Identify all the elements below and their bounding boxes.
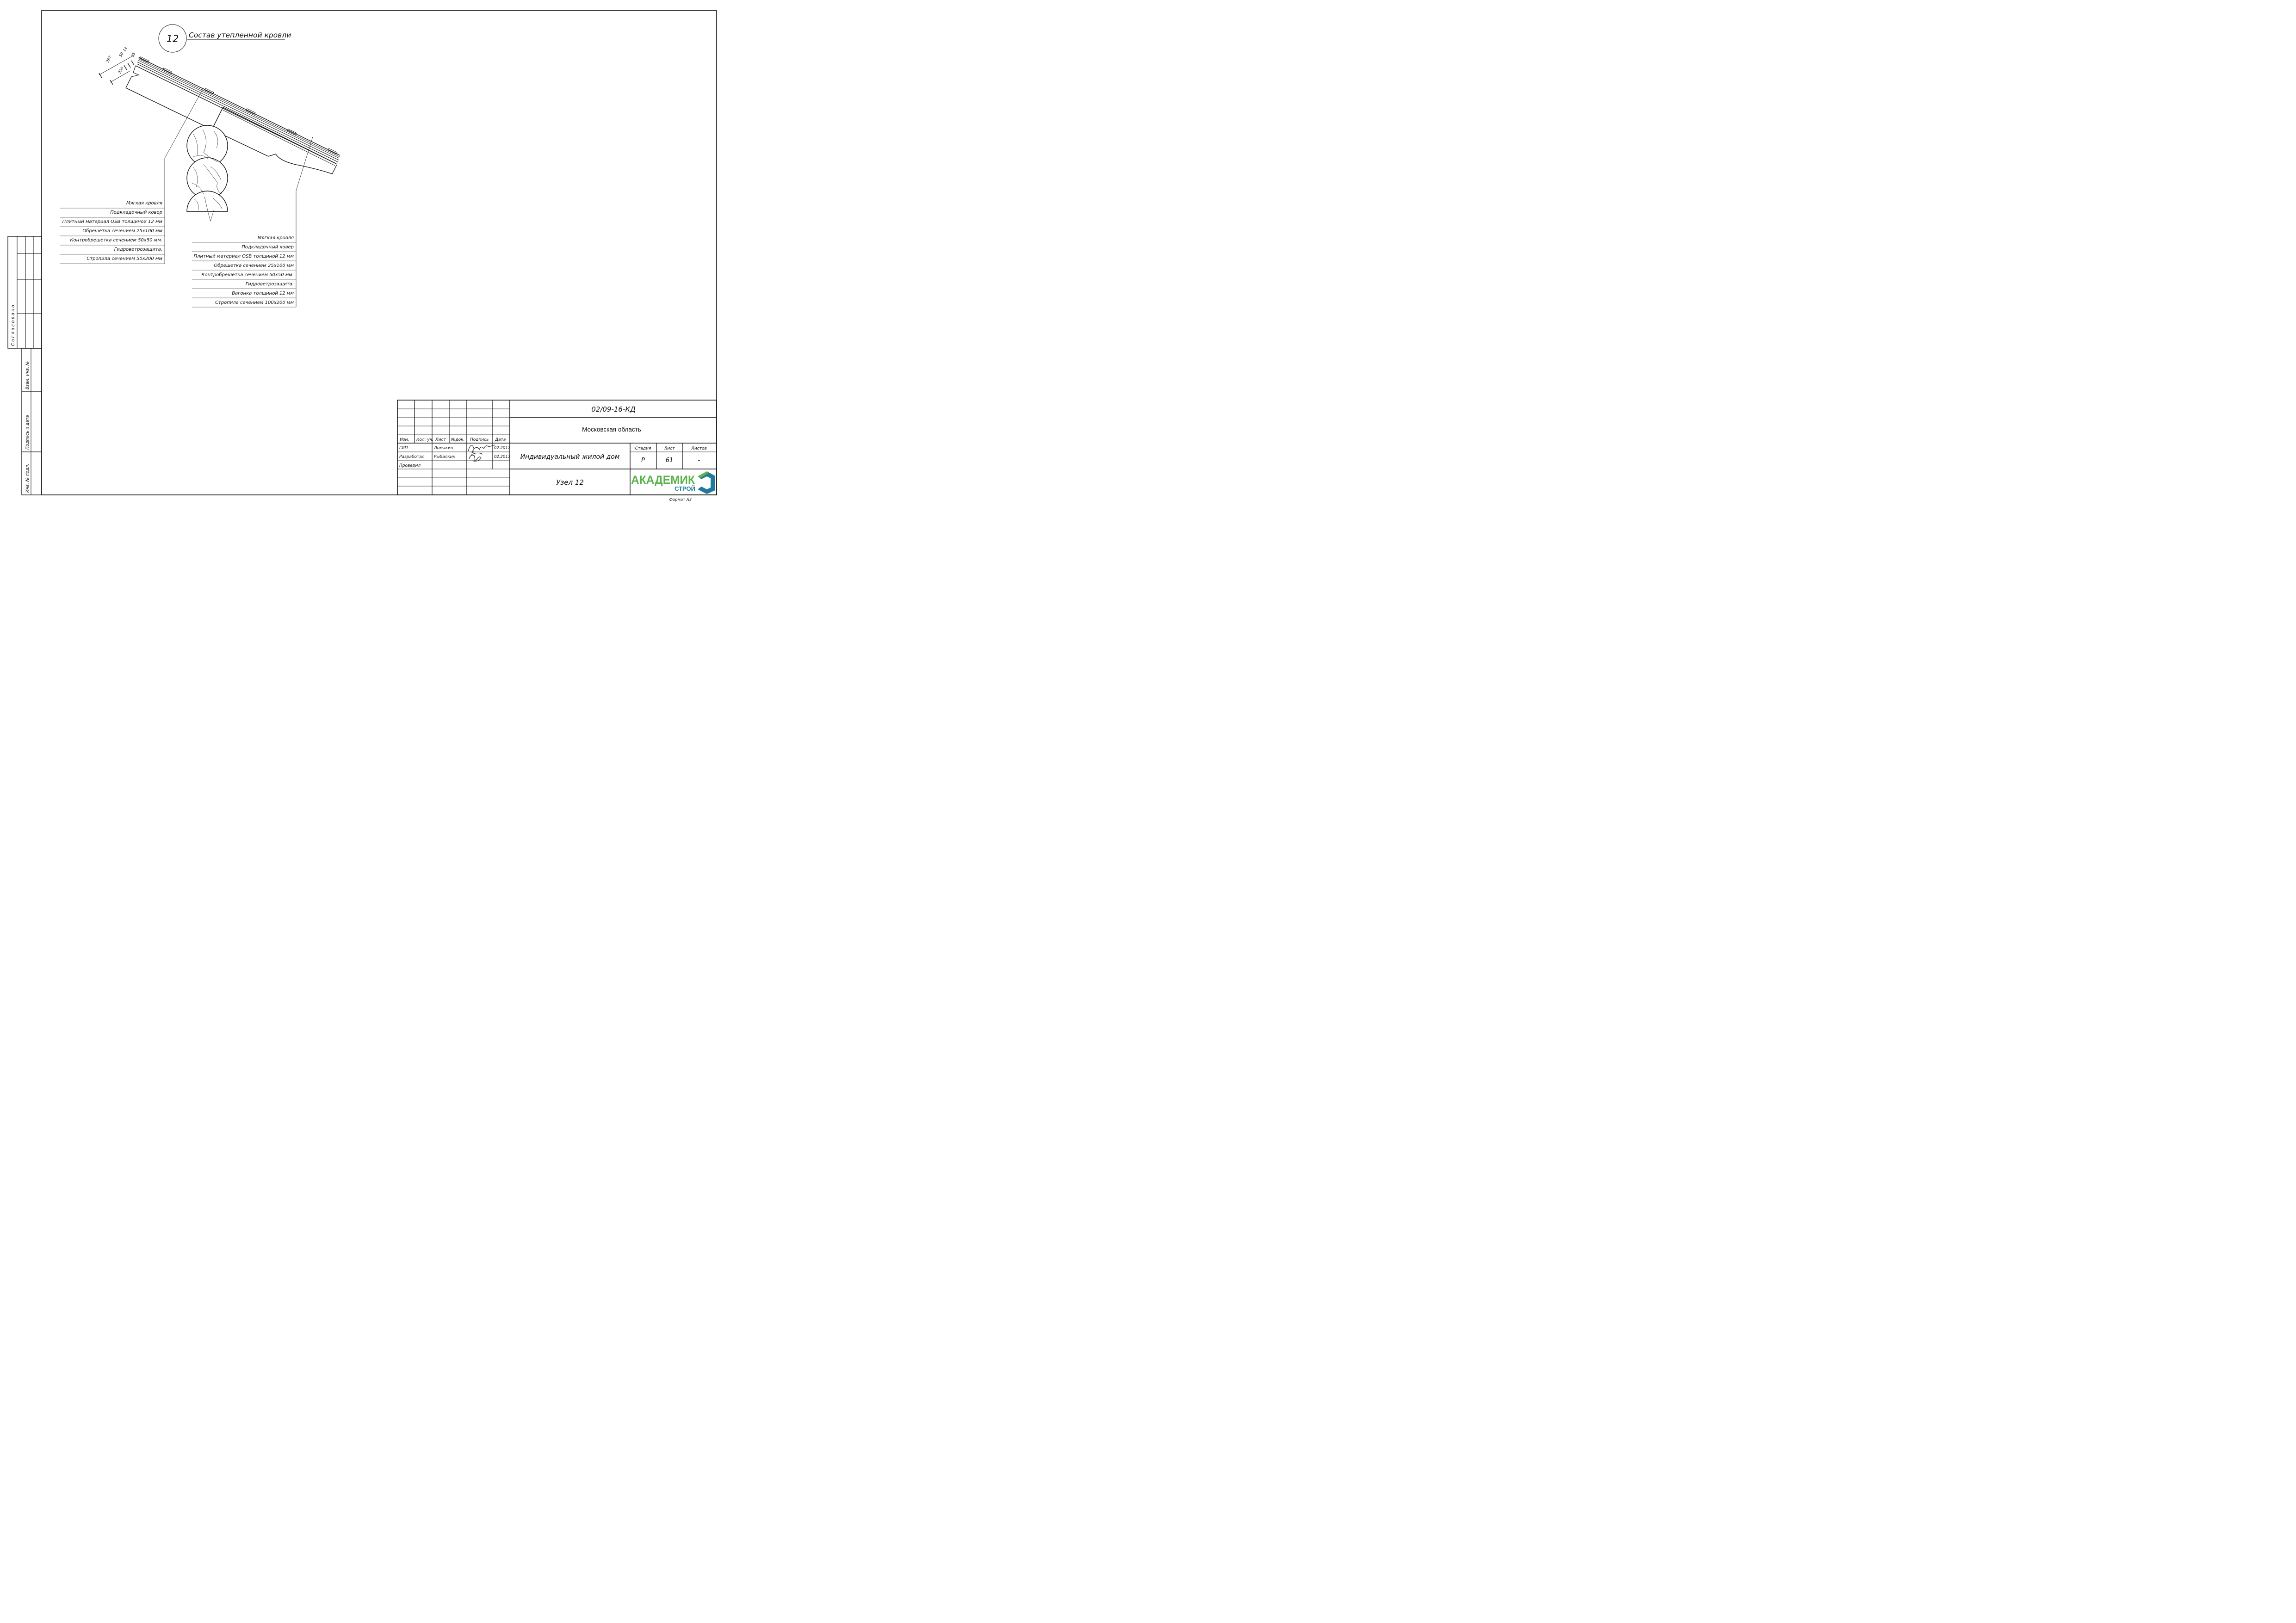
callout-right-item: Мягкая кровля: [257, 235, 294, 241]
format-label: Формат А3: [669, 498, 692, 502]
tb-role-checker: Проверил: [399, 463, 421, 468]
callout-left-item: Стропила сечением 50х200 мм: [87, 256, 162, 261]
callout-right-item: Гидроветрозащита.: [245, 282, 294, 287]
tb-name-developer: Рыбалкин: [434, 455, 456, 459]
sheets-value: -: [698, 457, 700, 464]
tb-header-kol: Кол. уч.: [416, 438, 433, 442]
signature-developer: [469, 453, 483, 461]
callout-left-item: Подкладочный ковер: [110, 210, 162, 215]
dim-12: 12: [122, 46, 128, 52]
callout-right-item: Вагонка толщиной 12 мм: [232, 291, 294, 296]
tb-header-stadia: Стадия: [635, 446, 651, 451]
tb-role-gip: ГИП: [399, 446, 408, 450]
sheet-value: 61: [665, 457, 674, 464]
callout-right-item: Обрешетка сечением 25х100 мм: [214, 263, 294, 268]
callout-right-item: Стропила сечением 100х200 мм: [215, 300, 294, 305]
dim-200: 200: [117, 66, 124, 74]
sheet-title: Узел 12: [556, 478, 584, 487]
side-stamp: [8, 236, 42, 495]
tb-date-developer: 02.2017: [494, 455, 511, 459]
tb-header-izm: Изм.: [400, 438, 410, 442]
dim-50: 50: [118, 51, 124, 58]
tb-header-list-num: Лист: [664, 446, 675, 451]
tb-date-gip: 02.2017: [494, 446, 511, 450]
agreed-label: Согласовано: [11, 303, 16, 346]
sign-date-label: Подпись и дата: [25, 415, 30, 450]
dim-287: 287: [105, 55, 112, 63]
callout-left-item: Плитный материал OSB толщиной 12 мм: [62, 219, 162, 224]
roof-section: [126, 57, 340, 307]
callout-left-item: Гидроветрозащита.: [114, 247, 162, 252]
dim-25: 25: [130, 51, 136, 58]
sheet-frame: [42, 11, 717, 495]
detail-title: Состав утепленной кровли: [189, 31, 291, 39]
inv-orig-label: Инв. № подл.: [25, 463, 30, 493]
company-logo: [631, 471, 715, 494]
stage-value: Р: [641, 457, 645, 464]
tb-header-podpis: Подпись: [470, 438, 489, 442]
callout-right-item: Плитный материал OSB толщиной 12 мм: [193, 254, 294, 259]
callout-left-item: Мягкая кровля: [126, 201, 162, 206]
detail-number: 12: [166, 33, 179, 44]
tb-header-listov: Листов: [691, 446, 707, 451]
callout-left-item: Обрешетка сечением 25х100 мм: [82, 228, 162, 234]
inv-replace-label: Взам. инв. №: [25, 361, 30, 389]
tb-role-developer: Разработал: [399, 455, 425, 459]
signature-gip: [468, 445, 495, 452]
logo-main-text: АКАДЕМИК: [631, 474, 695, 487]
logo-sub-text: СТРОЙ: [675, 485, 695, 492]
drawing-sheet: [0, 0, 725, 512]
tb-name-gip: Ломакин: [434, 446, 453, 450]
object-name: Индивидуальный жилой дом: [520, 453, 620, 461]
callout-right: [192, 235, 296, 307]
logo-mark-icon: [698, 471, 715, 494]
detail-header: [159, 25, 291, 52]
callout-left: [60, 201, 165, 264]
callout-left-item: Контробрешетка сечением 50х50 мм.: [70, 238, 162, 243]
doc-code: 02/09-16-КД: [591, 405, 636, 413]
tb-header-data: Дата: [495, 438, 506, 442]
callout-right-item: Подкладочный ковер: [241, 245, 294, 250]
callout-right-item: Контробрешетка сечением 50х50 мм.: [201, 272, 294, 278]
tb-header-ndoc: №док.: [451, 438, 465, 442]
region: Московская область: [582, 426, 641, 433]
tb-header-list: Лист: [435, 438, 446, 442]
